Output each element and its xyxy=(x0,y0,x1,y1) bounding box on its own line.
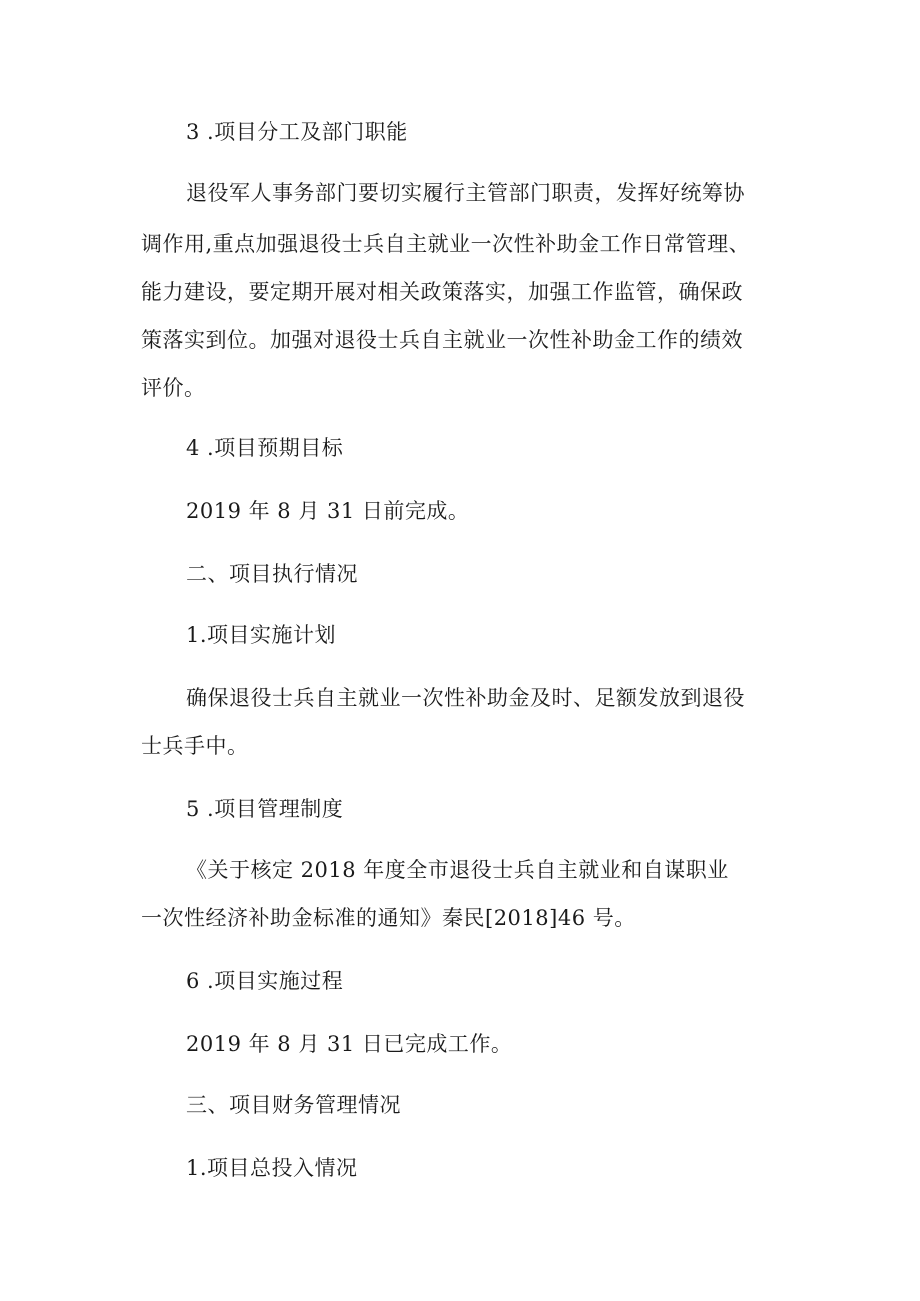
section-5-heading: 5 .项目管理制度 xyxy=(186,797,344,821)
part-2-paragraph-line: 确保退役士兵自主就业一次性补助金及时、足额发放到退役 xyxy=(186,686,745,710)
section-3-paragraph-line: 能力建设，要定期开展对相关政策落实，加强工作监管，确保政 xyxy=(141,280,743,304)
part-3-subheading-1: 1.项目总投入情况 xyxy=(186,1156,358,1180)
section-3-heading: 3 .项目分工及部门职能 xyxy=(186,120,408,144)
section-4-heading: 4 .项目预期目标 xyxy=(186,436,344,460)
part-2-paragraph-line: 士兵手中。 xyxy=(141,734,249,758)
section-3-paragraph-line: 策落实到位。加强对退役士兵自主就业一次性补助金工作的绩效 xyxy=(141,328,743,352)
section-5-paragraph-line: 《关于核定 2018 年度全市退役士兵自主就业和自谋职业 xyxy=(186,858,729,882)
section-3-paragraph-line: 退役军人事务部门要切实履行主管部门职责，发挥好统筹协 xyxy=(186,181,745,205)
part-3-heading: 三、项目财务管理情况 xyxy=(186,1093,401,1117)
section-4-paragraph: 2019 年 8 月 31 日前完成。 xyxy=(186,499,470,523)
section-3-paragraph-line: 评价。 xyxy=(141,376,206,400)
part-2-heading: 二、项目执行情况 xyxy=(186,562,358,586)
part-2-subheading-1: 1.项目实施计划 xyxy=(186,623,337,647)
section-3-paragraph-line: 调作用,重点加强退役士兵自主就业一次性补助金工作日常管理、 xyxy=(141,232,751,256)
section-5-paragraph-line: 一次性经济补助金标准的通知》秦民[2018]46 号。 xyxy=(141,906,636,930)
section-6-heading: 6 .项目实施过程 xyxy=(186,969,344,993)
section-6-paragraph: 2019 年 8 月 31 日已完成工作。 xyxy=(186,1032,513,1056)
